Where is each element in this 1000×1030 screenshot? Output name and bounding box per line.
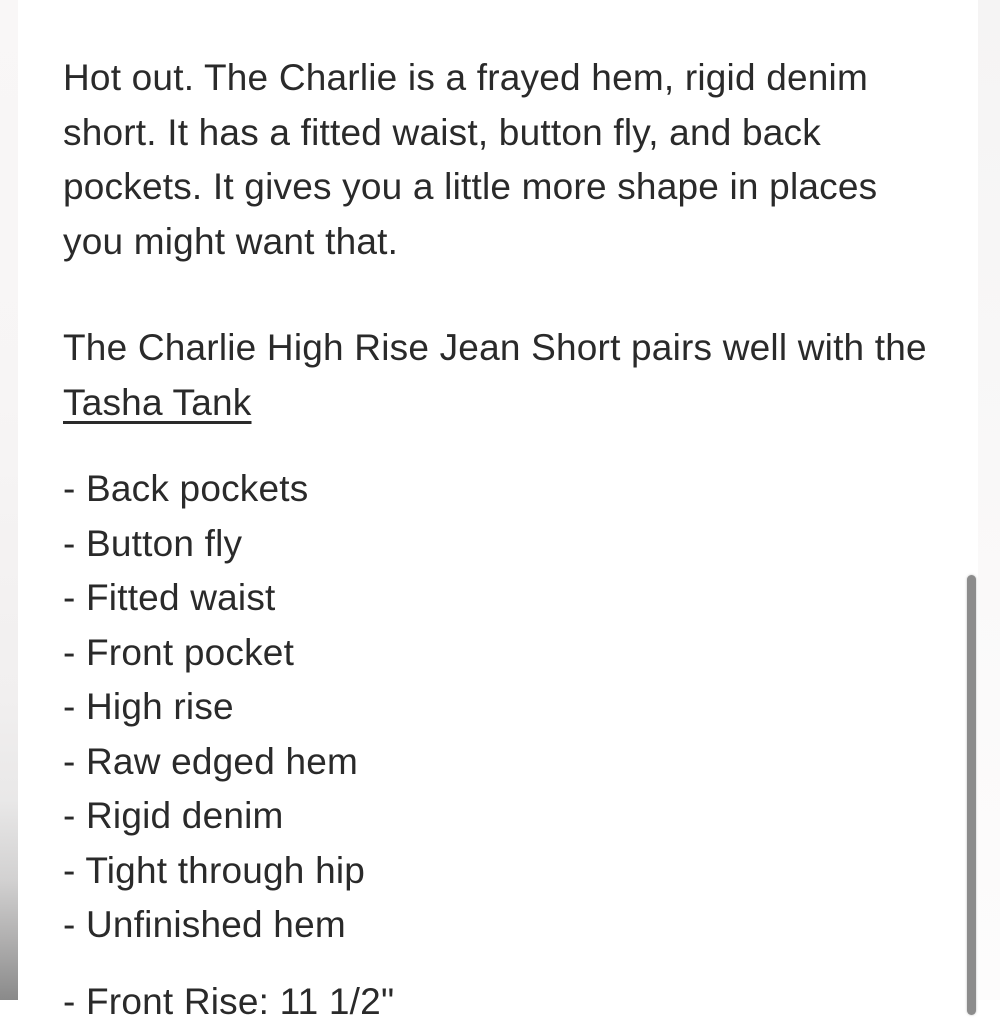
intro-line: pockets. It gives you a little more shape in places — [63, 166, 878, 207]
feature-item: - Raw edged hem — [63, 740, 359, 782]
feature-item: - Rigid denim — [63, 795, 284, 836]
pairing-paragraph — [63, 321, 927, 430]
intro-line: Hot out. The Charlie is a frayed hem, rigid denim — [63, 57, 868, 98]
pairing-link-line — [63, 376, 927, 431]
feature-item: - Front pocket — [63, 631, 295, 673]
measurement-line-partial: - Front Rise: 11 1/2" — [63, 981, 395, 1022]
pairing-line: The Charlie High Rise Jean Short pairs well with the — [63, 327, 927, 368]
feature-item: - High rise — [63, 686, 234, 727]
feature-list — [63, 462, 365, 953]
scrollbar-thumb[interactable] — [967, 575, 976, 1015]
previous-slide-edge — [0, 0, 18, 1000]
scrollbar-track — [978, 0, 1000, 1000]
feature-item: - Button fly — [63, 522, 243, 564]
feature-item: - Unfinished hem — [63, 904, 346, 945]
feature-item: - Tight through hip — [63, 849, 366, 891]
intro-line: you might want that. — [63, 220, 399, 262]
tasha-tank-link[interactable]: Tasha Tank — [63, 381, 252, 423]
intro-paragraph — [63, 51, 877, 269]
feature-item: - Fitted waist — [63, 577, 276, 618]
intro-line: short. It has a fitted waist, button fly, and back — [63, 111, 821, 153]
feature-item: - Back pockets — [63, 468, 309, 509]
